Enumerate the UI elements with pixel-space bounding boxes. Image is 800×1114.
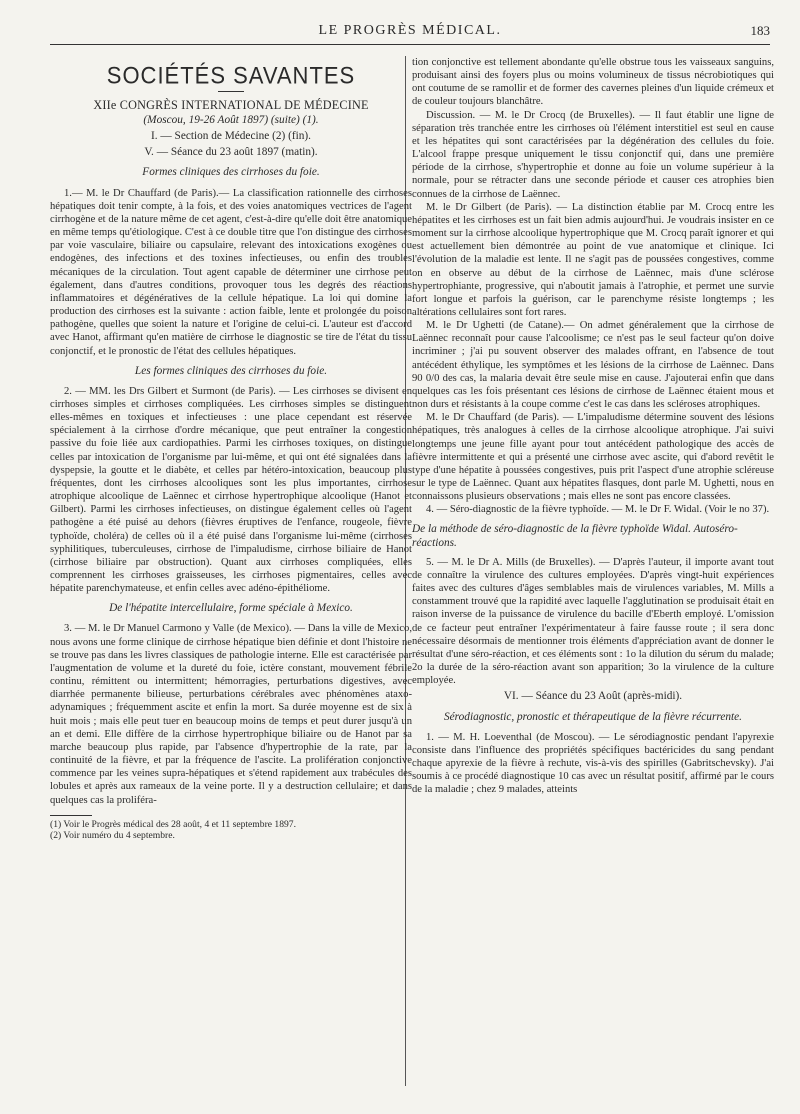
- left-column: [50, 56, 412, 842]
- paragraph-loeventhal: 1. — M. H. Loeventhal (de Moscou). — Le sérodiagnostic pendant l'apyrexie consiste dans l'influence des propriétés spécifiques bactéricides du sang pendant chaque apyrexie de la fièvre à rechute, vis-à-vis des spirilles (Gabritschevsky). J'ai soumis à ce procédé diagnostique 10 cas avec un résultat positif, affirmé par le cours de la maladie ; chez 9 malades, atteints: [412, 731, 774, 796]
- paragraph-carmono: 3. — M. le Dr Manuel Carmono y Valle (de Mexico). — Dans la ville de Mexico, nous avons une forme clinique de cirrhose hépatique bien définie et dont l'histoire ne se trouve pas dans les livres classiques de pathologie interne. Elle est caractérisée par l'augmentation de volume et la dureté du foie, ictère constant, mouvement fébrile continu, rémittent ou intermittent; hémorragies, perturbations digestives, avec diarrhée permanente bilieuse, perturbations cérébrales avec phénomènes ataxo-adynamiques ; fréquemment ascite et enfin la mort. Sa durée moyenne est de six à huit mois ; mais elle peut tuer en beaucoup moins de temps et peut durer jusqu'à un an et demi. Elle diffère de la cirrhose hypertrophique biliaire ou de Hanot par sa marche beaucoup plus rapide, par l'absence d'hypertrophie de la rate, par la continuité de la fièvre, et par la fréquence de l'ascite. La prolifération conjonctive commence par les veines supra-hépatiques et s'étend rapidement aux trabécules des lobules et après aux rameaux de la veine porte. Il y a destruction cellulaire; et dans quelques cas la proliféra-: [50, 623, 412, 806]
- congress-title: XIIe CONGRÈS INTERNATIONAL DE MÉDECINE: [93, 98, 369, 112]
- paragraph-widal: 4. — Séro-diagnostic de la fièvre typhoïde. — M. le Dr F. Widal. (Voir le no 37).: [426, 504, 770, 516]
- paragraph-chauffard-reply: M. le Dr Chauffard (de Paris). — L'impaludisme détermine souvent des lésions hépatiques, très analogues à celles de la cirrhose alcoolique atrophique. J'ai suivi longtemps une jeune fille ayant pour tout antécédent pathologique des accès de fièvre intermittente et qui a présenté une cirrhose avec ascite, qui d'abord revêtit le type d'une hépatite à poussées congestives, puis prit l'aspect d'une atrophie scléreuse sur le type de Laënnec. Quant aux hépatites flasques, dont parle M. Ughetti, nous en connaissons plusieurs observations ; mais elles ne sont pas encore classées.: [412, 412, 774, 503]
- congress-dates: (Moscou, 19-26 Août 1897) (suite) (1).: [143, 114, 319, 126]
- footnote-1: (1) Voir le Progrès médical des 28 août, 4 et 11 septembre 1897.: [50, 818, 297, 830]
- footnote-rule: [50, 815, 92, 816]
- right-column: [412, 56, 774, 796]
- heading-hepatite-intercellulaire: De l'hépatite intercellulaire, forme spéciale à Mexico.: [109, 602, 353, 615]
- paragraph-continuation: tion conjonctive est tellement abondante qu'elle obstrue tous les vaisseaux sanguins, produisant ainsi des foyers plus ou moins volumineux de tissus nécrobiotiques qui ont coutume de se ramollir et de former des cavernes pleines d'un liquide crémeux et de couleur toujours blanchâtre.: [412, 57, 774, 108]
- section-title: SOCIÉTÉS SAVANTES: [106, 61, 356, 89]
- heading-formes-cliniques: Formes cliniques des cirrhoses du foie.: [142, 166, 320, 179]
- title-rule: [218, 91, 244, 92]
- heading-sero-diagnostic: De la méthode de séro-diagnostic de la fièvre typhoïde Widal. Autoséro-réactions.: [412, 523, 738, 549]
- paragraph-chauffard: 1.— M. le Dr Chauffard (de Paris).— La classification rationnelle des cirrhoses hépatiques doit tenir compte, à la fois, et des voies anatomiques vectrices de l'agent cirrhogène et de la nature même de cet agent, c'est-à-dire qu'elle doit être anatomique en même temps qu'étiologique. C'est à ce double titre que l'on distingue des cirrhoses par voie vasculaire, biliaire ou capsulaire, relevant des intoxications exogènes ou endogènes, des infections et des toxines infectieuses, ou enfin des troubles mécaniques de la circulation. Tout agent capable de déterminer une cirrhose peut également, dans d'autres conditions, provoquer tous les degrés des réactions inflammatoires et dégénératives de la cellule hépatique. La loi qui domine la production des cirrhoses est la suivante : action faible, lente et prolongée du poison pathogène, quelles que soient la nature et l'origine de celui-ci. L'auteur est d'accord avec Hanot, affirmant qu'en matière de cirrhose le diagnostic se tire de l'état du tissu conjonctif, et le pronostic de l'état des cellules hépatiques.: [50, 187, 412, 357]
- running-header: [50, 20, 770, 50]
- paragraph-discussion-crocq: Discussion. — M. le Dr Crocq (de Bruxelles). — Il faut établir une ligne de séparation très tranchée entre les cirrhoses où l'élément interstitiel est seul en cause et les hépatites qui sont caractérisées par la dégénération des cellules du foie. L'alcool frappe presque uniquement le tissu conjonctif qui, dans une première période de la cirrhose, s'hypertrophie et donne au foie un volume supérieur à la normale, pour se rétracter dans une seconde période et causer ces atrophies bien connues de la cirrhose de Laënnec.: [412, 109, 774, 200]
- paragraph-ughetti: M. le Dr Ughetti (de Catane).— On admet généralement que la cirrhose de Laënnec reconnaît pour cause l'alcoolisme; ce n'est pas le seul facteur qu'on doive incriminer ; j'ai pu souvent observer des malades offrant, en l'absence de tout antécédent éthylique, les symptômes et les lésions de la cirrhose de Laënnec. Dans 90 0/0 des cas, la malaria devait être seule mise en cause. J'ajouterai enfin que dans quelques cas les fois présentant ces lésions de cirrhose de Laënnec étaient mous et non durs et résistants à la coupe comme c'est le cas dans les scléroses atrophiques.: [412, 320, 774, 411]
- heading-formes-cliniques-2: Les formes cliniques des cirrhoses du foie.: [134, 364, 328, 377]
- seance-vi-heading: VI. — Séance du 23 Août (après-midi).: [503, 690, 683, 703]
- heading-fievre-recurrente: Sérodiagnostic, pronostic et thérapeutique de la fièvre récurrente.: [444, 710, 742, 723]
- seance-heading: V. — Séance du 23 août 1897 (matin).: [144, 146, 318, 159]
- paragraph-mills: 5. — M. le Dr A. Mills (de Bruxelles). — D'après l'auteur, il importe avant tout de connaître la virulence des cultures employées. D'après vingt-huit expériences faites avec des cultures d'âges semblables mais de virulences variables, M. Mills a constamment trouvé que la rapidité avec laquelle l'agglutination se produisait était en raison inverse de la puissance de virulence du bacille d'Eberth employé. L'omission de ce facteur peut entraîner l'expérimentateur à faire fausse route ; il sera donc nécessaire désormais de mentionner trois éléments d'appréciation avant de donner le résultat d'une séro-réaction, et ces éléments sont : 1o la dilution du sérum du malade; 2o la durée de la séro-réaction avant son apparition; 3o la virulence de la culture employée.: [412, 556, 774, 687]
- section-name: I. — Section de Médecine (2) (fin).: [151, 130, 311, 143]
- page-number: 183: [750, 23, 770, 38]
- journal-title: LE PROGRÈS MÉDICAL.: [318, 23, 502, 38]
- paragraph-gilbert-surmont: 2. — MM. les Drs Gilbert et Surmont (de Paris). — Les cirrhoses se divisent en cirrhoses simples et cirrhoses compliquées. Les cirrhoses simples se distinguent elles-mêmes en toxiques et infectieuses : une place cependant est réservée spécialement à la cirrhose d'ordre mécanique, que peut entraîner la congestion passive du foie liée aux cardiopathies. Parmi les cirrhoses toxiques, on distingue celles par intoxication de l'organisme par lui-même, et qui ont été signalées dans la dyspepsie, la goutte et le diabète, et celles par hétéro-intoxication, beaucoup plus fréquentes, dont les cirrhoses alcooliques sont les plus importantes, cirrhose atrophique alcoolique de Laënnec et cirrhose hypertrophique alcoolique (Hanot et Gilbert). Parmi les cirrhoses infectieuses, on distingue également celles où l'agent pathogène a été puisé au dehors (fièvres éruptives de l'enfance, rougeole, fièvre typhoïde, choléra) de celles où il a été puisé dans l'organisme lui-même (cirrhoses syphilitiques, tuberculeuses, cirrhose de l'impaludisme, cirrhose biliaire de Hanot (cirrhose biliaire par obstruction). Quant aux cirrhoses compliquées, elles comprennent les cirrhoses graisseuses, les cirrhoses pigmentaires, celles avec hépatite parenchymateuse, et enfin celles avec adéno-épithéliome.: [50, 385, 412, 595]
- footnote-2: (2) Voir numéro du 4 septembre.: [50, 830, 175, 842]
- paragraph-gilbert: M. le Dr Gilbert (de Paris). — La distinction établie par M. Crocq entre les hépatites et les cirrhoses est un fait bien admis aujourd'hui. Je voudrais insister en ce moment sur la cirrhose alcoolique hypertrophique que M. Crocq paraît ignorer et qui est actuellement bien démontrée au point de vue anatomique et clinique. Ici l'évolution de la maladie est lente. Il ne s'agit pas de poussées congestives, comme on en observe au début de la cirrhose de Laënnec, mais d'une sclérose hypertrophiante, progressive, qui n'aboutit jamais à l'atrophie, et permet une survie fort longue et parfois la guérison, car le parenchyme résiste longtemps ; les altérations cellulaires sont fort rares.: [412, 201, 774, 318]
- header-rule: [50, 44, 770, 45]
